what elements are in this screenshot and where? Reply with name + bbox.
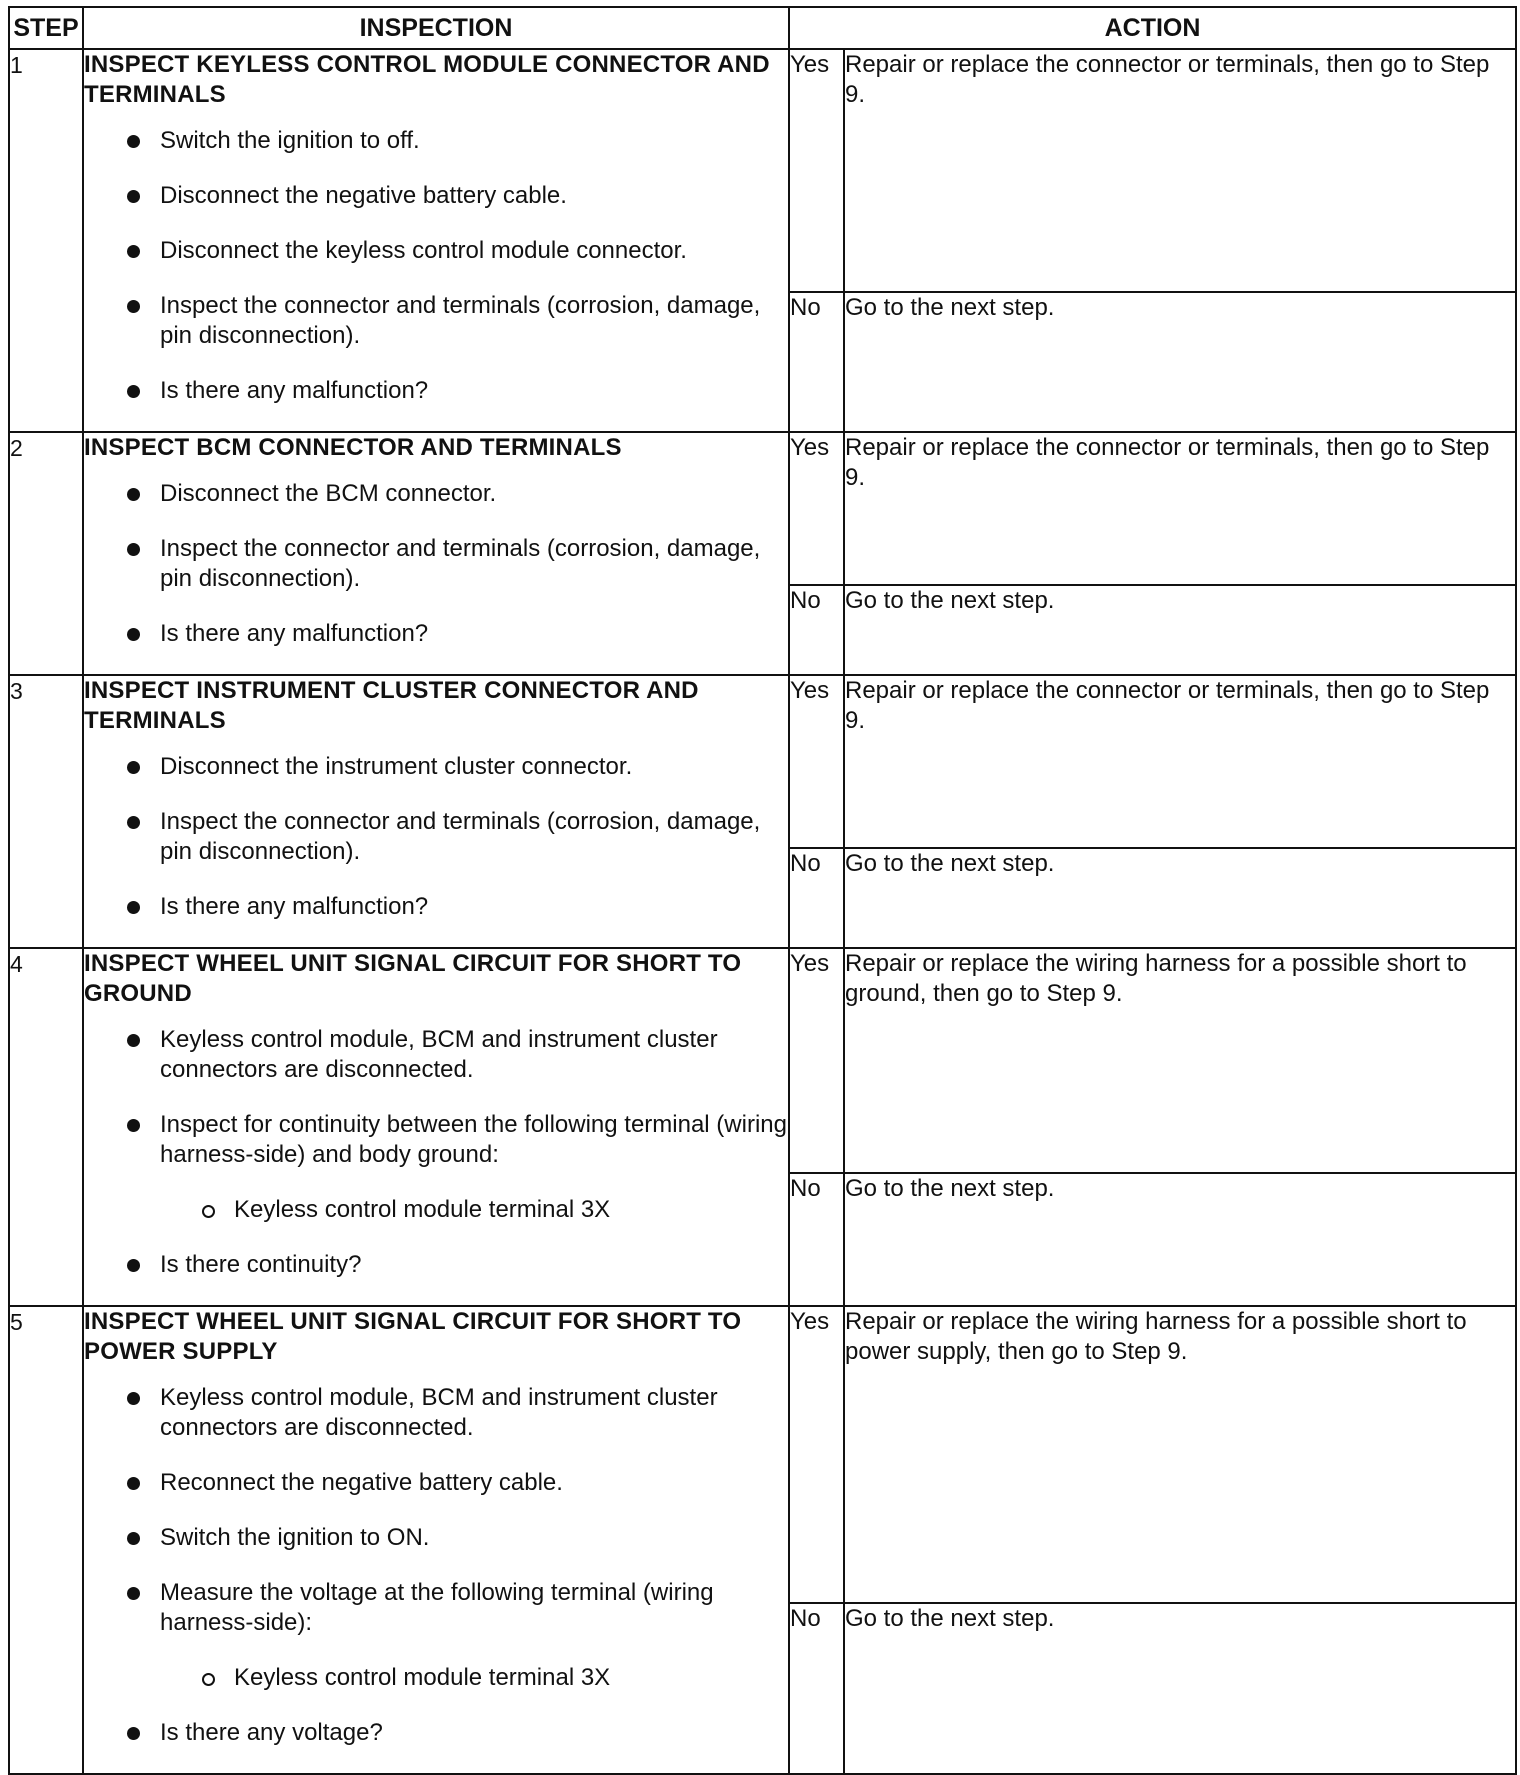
bullet-icon — [127, 1532, 140, 1545]
list-item: Switch the ignition to off. — [84, 126, 788, 156]
bullet-icon — [127, 761, 140, 774]
header-step: STEP — [9, 7, 83, 49]
bullet-icon — [127, 543, 140, 556]
list-item: Keyless control module, BCM and instrument cluster connectors are disconnected. — [84, 1383, 788, 1443]
step-bullets — [84, 1383, 788, 1748]
list-item: Inspect for continuity between the following terminal (wiring harness-side) and body ground: — [84, 1110, 788, 1170]
bullet-icon — [127, 628, 140, 641]
list-item: Inspect the connector and terminals (corrosion, damage, pin disconnection). — [84, 291, 788, 351]
diagnostic-procedure-table — [8, 6, 1517, 1775]
list-item: Is there any malfunction? — [84, 619, 788, 649]
list-item: Inspect the connector and terminals (corrosion, damage, pin disconnection). — [84, 534, 788, 594]
step-title: INSPECT KEYLESS CONTROL MODULE CONNECTOR AND TERMINALS — [84, 51, 770, 108]
no-action: Go to the next step. — [844, 848, 1516, 948]
yes-action: Repair or replace the wiring harness for a possible short to ground, then go to Step 9. — [844, 948, 1516, 1173]
step-2-inspection — [83, 432, 789, 675]
bullet-icon — [127, 1259, 140, 1272]
bullet-icon — [127, 1119, 140, 1132]
bullet-icon — [127, 1587, 140, 1600]
no-label: No — [789, 1603, 844, 1774]
list-item: Is there any malfunction? — [84, 892, 788, 922]
step-4-yes-row — [9, 948, 1516, 1173]
yes-label: Yes — [789, 948, 844, 1173]
table-header-row — [9, 7, 1516, 49]
list-item: Inspect the connector and terminals (corrosion, damage, pin disconnection). — [84, 807, 788, 867]
step-number: 1 — [9, 49, 83, 432]
list-item: Keyless control module, BCM and instrument cluster connectors are disconnected. — [84, 1025, 788, 1085]
list-item: Disconnect the BCM connector. — [84, 479, 788, 509]
step-title: INSPECT WHEEL UNIT SIGNAL CIRCUIT FOR SHORT TO POWER SUPPLY — [84, 1308, 742, 1365]
list-item: Measure the voltage at the following terminal (wiring harness-side): — [84, 1578, 788, 1638]
step-2-yes-row — [9, 432, 1516, 585]
step-bullets — [84, 752, 788, 922]
bullet-icon — [127, 1034, 140, 1047]
bullet-icon — [127, 488, 140, 501]
yes-action: Repair or replace the connector or terminals, then go to Step 9. — [844, 49, 1516, 292]
list-item: Keyless control module terminal 3X — [84, 1195, 788, 1225]
sub-bullet-icon — [202, 1673, 215, 1686]
yes-action: Repair or replace the connector or terminals, then go to Step 9. — [844, 675, 1516, 848]
no-action: Go to the next step. — [844, 1603, 1516, 1774]
list-item: Is there any malfunction? — [84, 376, 788, 406]
list-item: Disconnect the instrument cluster connector. — [84, 752, 788, 782]
list-item: Keyless control module terminal 3X — [84, 1663, 788, 1693]
step-title: INSPECT WHEEL UNIT SIGNAL CIRCUIT FOR SHORT TO GROUND — [84, 950, 742, 1007]
list-item: Reconnect the negative battery cable. — [84, 1468, 788, 1498]
bullet-icon — [127, 135, 140, 148]
bullet-icon — [127, 300, 140, 313]
step-title: INSPECT INSTRUMENT CLUSTER CONNECTOR AND TERMINALS — [84, 677, 699, 734]
step-number: 4 — [9, 948, 83, 1306]
step-number: 5 — [9, 1306, 83, 1774]
step-number: 2 — [9, 432, 83, 675]
yes-label: Yes — [789, 49, 844, 292]
header-inspection: INSPECTION — [83, 7, 789, 49]
step-bullets — [84, 126, 788, 406]
no-action: Go to the next step. — [844, 585, 1516, 675]
list-item: Switch the ignition to ON. — [84, 1523, 788, 1553]
step-1-inspection — [83, 49, 789, 432]
header-action: ACTION — [789, 7, 1516, 49]
bullet-icon — [127, 385, 140, 398]
step-bullets — [84, 479, 788, 649]
list-item: Disconnect the keyless control module connector. — [84, 236, 788, 266]
no-action: Go to the next step. — [844, 1173, 1516, 1306]
step-title: INSPECT BCM CONNECTOR AND TERMINALS — [84, 434, 622, 461]
list-item: Disconnect the negative battery cable. — [84, 181, 788, 211]
step-5-inspection — [83, 1306, 789, 1774]
step-number: 3 — [9, 675, 83, 948]
step-bullets — [84, 1025, 788, 1280]
bullet-icon — [127, 1727, 140, 1740]
yes-label: Yes — [789, 432, 844, 585]
list-item: Is there any voltage? — [84, 1718, 788, 1748]
step-3-inspection — [83, 675, 789, 948]
no-label: No — [789, 292, 844, 432]
bullet-icon — [127, 245, 140, 258]
yes-action: Repair or replace the wiring harness for a possible short to power supply, then go to Step 9. — [844, 1306, 1516, 1603]
no-action: Go to the next step. — [844, 292, 1516, 432]
list-item: Is there continuity? — [84, 1250, 788, 1280]
yes-action: Repair or replace the connector or terminals, then go to Step 9. — [844, 432, 1516, 585]
step-1-yes-row — [9, 49, 1516, 292]
bullet-icon — [127, 901, 140, 914]
no-label: No — [789, 585, 844, 675]
step-3-yes-row — [9, 675, 1516, 848]
bullet-icon — [127, 190, 140, 203]
bullet-icon — [127, 816, 140, 829]
no-label: No — [789, 1173, 844, 1306]
yes-label: Yes — [789, 1306, 844, 1603]
step-5-yes-row — [9, 1306, 1516, 1603]
bullet-icon — [127, 1392, 140, 1405]
bullet-icon — [127, 1477, 140, 1490]
no-label: No — [789, 848, 844, 948]
yes-label: Yes — [789, 675, 844, 848]
sub-bullet-icon — [202, 1205, 215, 1218]
step-4-inspection — [83, 948, 789, 1306]
